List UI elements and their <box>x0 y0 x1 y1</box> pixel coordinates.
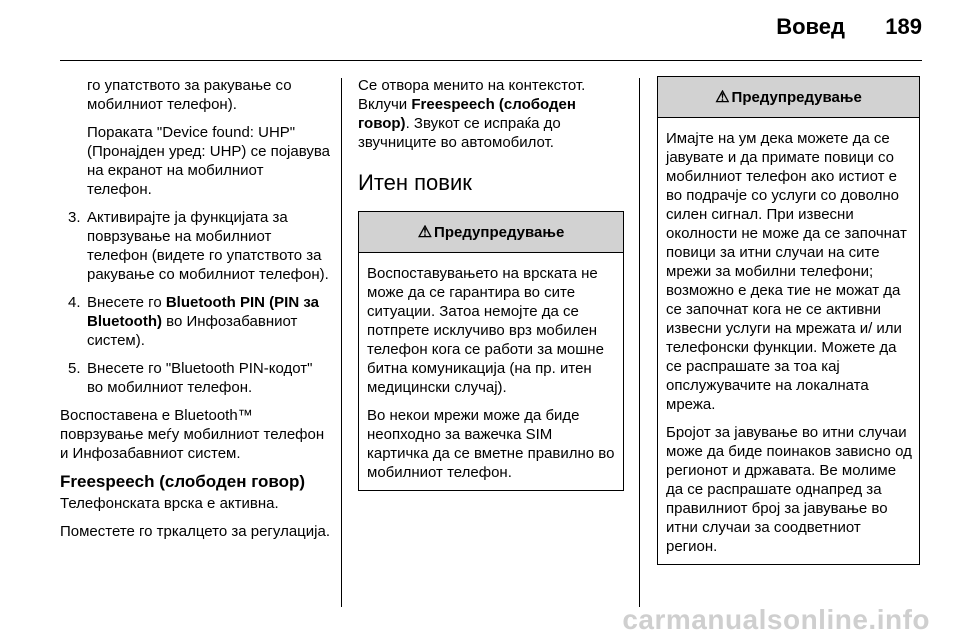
freespeech-heading: Freespeech (слободен говор) <box>60 472 306 491</box>
paragraph: Воспоставена е Bluetooth™ поврзување меѓу мобилниот телефон и Инфозабавниот систем. <box>60 407 325 462</box>
paragraph <box>358 76 624 152</box>
paragraph: Бројот за јавување во итни случаи може да биде поинаков зависно од регионот и државата. Ве молиме да се распрашате однапред за правилниот број за јавување во итни случаи за соодветниот регион. <box>666 424 912 555</box>
list-text: во Инфозабавниот систем). <box>87 313 298 349</box>
paragraph: Пораката "Device found: UHP" (Пронајден уред: UHP) се појавува на екранот на мобилниот телефон. <box>87 124 331 198</box>
bold-term: Freespeech (слободен говор) <box>358 96 576 132</box>
watermark: carmanualsonline.info <box>622 604 930 635</box>
paragraph: Телефонската врска е активна. <box>60 495 279 512</box>
paragraph-text: . Звукот се испраќа до звучниците во автомобилот. <box>358 115 561 151</box>
page-number: 189 <box>885 14 922 39</box>
warning-header <box>359 212 623 253</box>
column-3 <box>657 76 920 565</box>
column-divider-1 <box>341 78 342 607</box>
bold-term: Bluetooth PIN (PIN за Bluetooth) <box>87 294 319 330</box>
warning-box <box>657 76 920 565</box>
warning-icon: ⚠ <box>417 223 433 241</box>
column-2 <box>358 76 624 491</box>
warning-title: Предупредување <box>731 88 862 106</box>
warning-icon: ⚠ <box>715 88 730 106</box>
list-text: Активирајте ја функцијата за поврзување на мобилниот телефон (видете го упатството за ракување со мобилниот телефон). <box>87 209 329 283</box>
emergency-heading: Итен повик <box>358 170 472 195</box>
list-number: 3. <box>68 209 81 226</box>
paragraph: Имајте на ум дека можете да се јавувате и да примате повици со мобилниот телефон ако истиот е во подрачје со услуги со доволно силен сигнал. При извесни околности не може да се започнат повици за итни случаи на сите мрежи за мобилни телефони; возможно е дека тие не можат да се започнат кога не се активни извесни услуги на мрежата и/ или телефонски функции. Можете да се распрашате за тоа кај опслужувачите на локалната мрежа. <box>666 130 907 413</box>
list-number: 4. <box>68 294 81 311</box>
paragraph: го упатството за ракување со мобилниот телефон). <box>87 77 292 113</box>
warning-title: Предупредување <box>434 223 565 241</box>
list-text: Внесете го "Bluetooth PIN-кодот" во мобилниот телефон. <box>87 360 313 396</box>
warning-box <box>358 211 624 491</box>
warning-header <box>658 77 919 118</box>
list-item <box>60 208 330 284</box>
list-number: 5. <box>68 360 81 377</box>
header-rule <box>60 60 922 61</box>
paragraph: Поместете го тркалцето за регулација. <box>60 523 330 540</box>
list-text: Внесете го <box>87 294 166 311</box>
warning-body <box>359 253 623 490</box>
list-item <box>60 293 330 350</box>
column-1 <box>60 76 330 550</box>
warning-body <box>658 118 919 564</box>
section-title: Вовед <box>776 14 845 39</box>
paragraph: Воспоставувањето на врската не може да се гарантира во сите ситуации. Затоа немојте да се потпрете исклучиво врз мобилен телефон кога се работи за мошне битна комуникација (на пр. итен медицински случај). <box>367 265 604 396</box>
list-item <box>60 359 330 397</box>
page-header <box>0 0 960 62</box>
column-divider-2 <box>639 78 640 607</box>
paragraph-text: Се отвора менито на контекстот. Вклучи <box>358 77 586 113</box>
paragraph: Во некои мрежи може да биде неопходно за важечка SIM картичка да се вметне правилно во мобилниот телефон. <box>367 407 615 481</box>
